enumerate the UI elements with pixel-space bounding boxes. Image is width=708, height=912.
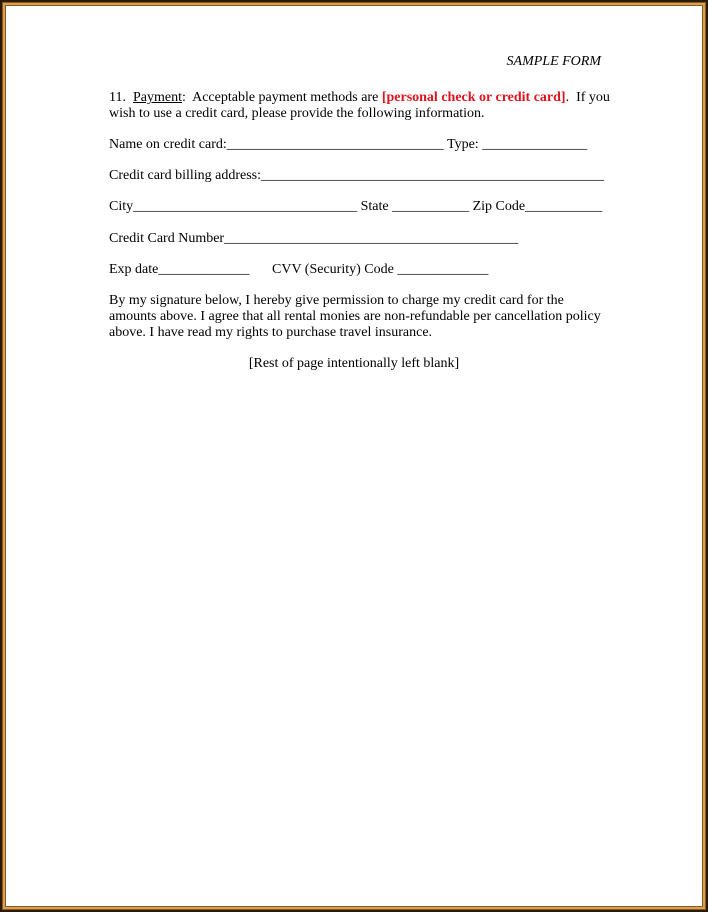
authorization-line-2: amounts above. I agree that all rental monies are non-refundable per cancellation policy [109,309,601,324]
blank-page-note: [Rest of page intentionally left blank] [248,356,460,371]
city-state-zip-field[interactable]: City________________________________ State ___________ Zip Code___________ [109,199,603,214]
document-page [6,6,702,906]
cvv-field[interactable]: CVV (Security) Code _____________ [272,262,489,277]
billing-address-field[interactable]: Credit card billing address:_________________________________________________ [109,168,605,183]
section-number: 11. [109,90,126,105]
exp-date-field[interactable]: Exp date_____________ [109,262,250,277]
form-header: SAMPLE FORM [506,54,601,69]
payment-line-1: 11. Payment: Acceptable payment methods are [personal check or credit card]. If you [109,90,610,105]
authorization-line-3: above. I have read my rights to purchase travel insurance. [109,325,433,340]
name-type-field[interactable]: Name on credit card:_______________________________ Type: _______________ [109,137,588,152]
payment-line-2: wish to use a credit card, please provide the following information. [109,106,485,121]
card-number-field[interactable]: Credit Card Number__________________________________________ [109,231,519,246]
payment-methods: [personal check or credit card] [381,90,566,105]
payment-heading: Payment [132,90,182,105]
authorization-line-1: By my signature below, I hereby give permission to charge my credit card for the [109,293,564,308]
